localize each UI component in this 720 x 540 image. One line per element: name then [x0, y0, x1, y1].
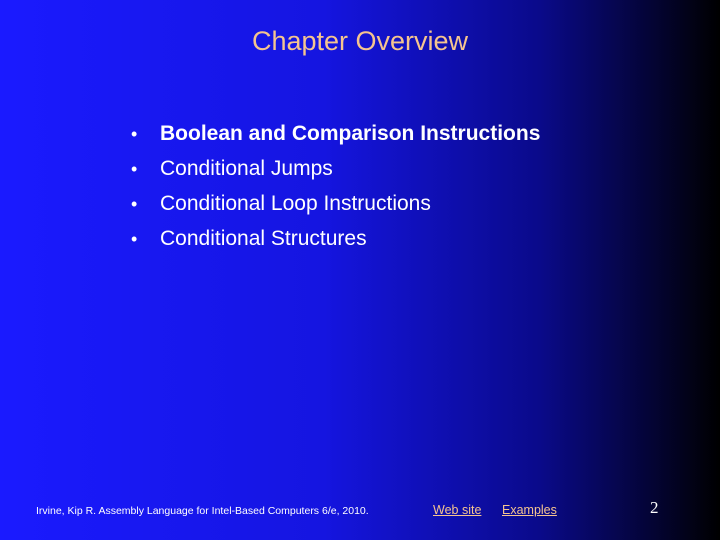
bullet-label: Conditional Structures	[160, 227, 367, 250]
bullet-icon: •	[131, 229, 138, 249]
examples-link[interactable]: Examples	[502, 503, 557, 517]
bullet-label: Conditional Jumps	[160, 157, 333, 180]
bullet-item-conditional-loop	[131, 192, 540, 227]
bullet-item-boolean-comparison	[131, 122, 540, 157]
bullet-list	[131, 122, 540, 262]
bullet-item-conditional-jumps	[131, 157, 540, 192]
web-site-link[interactable]: Web site	[433, 503, 482, 517]
bullet-icon: •	[131, 124, 138, 144]
bullet-icon: •	[131, 159, 138, 179]
bullet-label: Boolean and Comparison Instructions	[160, 122, 541, 145]
page-number: 2	[650, 498, 659, 517]
bullet-label: Conditional Loop Instructions	[160, 192, 431, 215]
footer-credit: Irvine, Kip R. Assembly Language for Intel-Based Computers 6/e, 2010.	[36, 505, 369, 517]
slide-title: Chapter Overview	[251, 26, 469, 56]
bullet-icon: •	[131, 194, 138, 214]
bullet-item-conditional-structures	[131, 227, 540, 262]
